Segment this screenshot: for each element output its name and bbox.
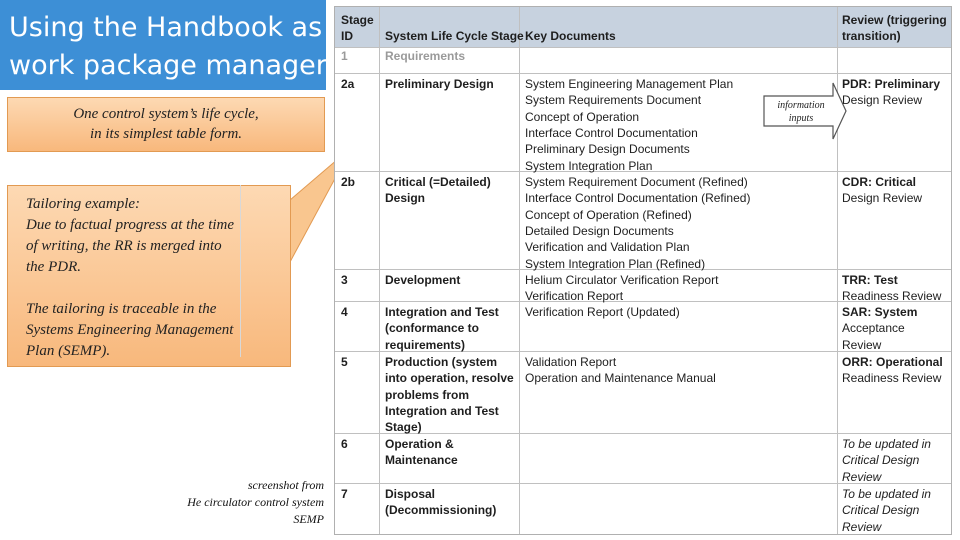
caption-line-1: screenshot from: [247, 478, 324, 492]
tailoring-line: of writing, the RR is merged into: [26, 238, 222, 254]
review-cell: Readiness Review: [842, 371, 942, 386]
stage-id-cell: 2a: [341, 77, 355, 91]
stage-name-cell: Production (system: [385, 355, 498, 369]
stage-name-cell: Development: [385, 273, 461, 287]
review-cell: CDR: Critical: [842, 175, 917, 189]
review-cell: Design Review: [842, 191, 923, 206]
tailoring-line: Due to factual progress at the time: [26, 217, 235, 233]
information-inputs-label: [766, 99, 836, 125]
stage-id-cell: 7: [341, 487, 348, 501]
stage-id-cell: 2b: [341, 175, 356, 189]
life-cycle-table: [334, 6, 952, 535]
review-cell: Readiness Review: [842, 289, 942, 304]
stage-name-cell: Requirements: [385, 49, 466, 63]
review-cell: ORR: Operational: [842, 355, 943, 369]
stage-name-cell: (conformance to: [385, 321, 480, 336]
tailoring-line: Tailoring example:: [26, 196, 141, 212]
review-cell: PDR: Preliminary: [842, 77, 941, 91]
key-document-cell: Operation and Maintenance Manual: [525, 371, 716, 386]
key-document-cell: Verification Report: [525, 289, 624, 304]
stage-id-cell: 5: [341, 355, 348, 369]
key-document-cell: Concept of Operation (Refined): [525, 207, 692, 222]
review-cell: Critical Design: [842, 453, 920, 468]
arrow-label-line-1: information: [777, 100, 825, 111]
stage-name-cell: Maintenance: [385, 453, 458, 468]
slide-title-line-2: work package manager: [9, 50, 327, 81]
review-cell: SAR: System: [842, 305, 918, 319]
header-stage-id: Stage: [341, 13, 374, 27]
arrow-label-line-2: inputs: [788, 113, 814, 124]
caption-line-2: He circulator control system: [187, 495, 324, 509]
tailoring-line: The tailoring is traceable in the: [26, 301, 217, 317]
stage-name-cell: Stage): [385, 420, 422, 435]
tailoring-line: Systems Engineering Management: [26, 322, 234, 338]
key-document-cell: Concept of Operation: [525, 109, 640, 124]
life-cycle-note-line-1: One control system’s life cycle,: [73, 106, 259, 122]
stage-name-cell: problems from: [385, 387, 470, 402]
table-column-divider: [379, 7, 380, 534]
review-cell: To be updated in: [842, 487, 931, 501]
header-review: Review (triggering: [842, 13, 947, 27]
screenshot-caption: [124, 477, 324, 528]
header-review: transition): [842, 29, 901, 44]
key-document-cell: Helium Circulator Verification Report: [525, 273, 719, 287]
slide-title-line-1: Using the Handbook as: [9, 12, 323, 43]
key-document-cell: Verification Report (Updated): [525, 305, 680, 319]
key-document-cell: System Integration Plan: [525, 158, 653, 173]
stage-id-cell: 1: [341, 49, 348, 63]
key-document-cell: System Requirements Document: [525, 93, 702, 108]
key-document-cell: System Integration Plan (Refined): [525, 256, 706, 271]
key-document-cell: Interface Control Documentation: [525, 125, 698, 140]
stage-id-cell: 6: [341, 437, 348, 451]
stage-name-cell: Preliminary Design: [385, 77, 494, 91]
key-document-cell: System Engineering Management Plan: [525, 77, 734, 91]
table-row-divider: [335, 433, 951, 434]
key-document-cell: Preliminary Design Documents: [525, 142, 690, 157]
review-cell: Review: [842, 469, 882, 484]
key-document-cell: Interface Control Documentation (Refined): [525, 191, 751, 206]
tailoring-line: the PDR.: [26, 259, 81, 275]
stage-name-cell: Design: [385, 191, 426, 206]
tailoring-note: [7, 185, 291, 367]
stage-name-cell: requirements): [385, 337, 466, 352]
header-key-documents: Key Documents: [525, 29, 616, 44]
key-document-cell: System Requirement Document (Refined): [525, 175, 748, 189]
review-cell: Critical Design: [842, 503, 920, 518]
stage-id-cell: 4: [341, 305, 348, 319]
stage-name-cell: into operation, resolve: [385, 371, 514, 386]
caption-line-3: SEMP: [293, 512, 324, 526]
table-row-divider: [335, 73, 951, 74]
review-cell: To be updated in: [842, 437, 931, 451]
header-stage-id: ID: [341, 29, 353, 44]
review-cell: Design Review: [842, 93, 923, 108]
stage-name-cell: Integration and Test: [385, 403, 499, 418]
key-document-cell: Detailed Design Documents: [525, 223, 674, 238]
review-cell: Review: [842, 337, 882, 352]
stage-name-cell: Disposal: [385, 487, 436, 501]
tailoring-line: Plan (SEMP).: [26, 343, 111, 359]
stage-name-cell: Integration and Test: [385, 305, 499, 319]
key-document-cell: Validation Report: [525, 355, 617, 369]
note-divider: [240, 185, 241, 357]
key-document-cell: Verification and Validation Plan: [525, 240, 690, 255]
stage-name-cell: Critical (=Detailed): [385, 175, 491, 189]
header-stage: System Life Cycle Stage: [385, 29, 524, 44]
life-cycle-note-line-2: in its simplest table form.: [89, 126, 243, 142]
stage-id-cell: 3: [341, 273, 348, 287]
stage-name-cell: (Decommissioning): [385, 503, 497, 518]
stage-name-cell: Operation &: [385, 437, 454, 451]
review-cell: Acceptance: [842, 321, 905, 336]
review-cell: TRR: Test: [842, 273, 898, 287]
review-cell: Review: [842, 519, 882, 534]
table-column-divider: [519, 7, 520, 534]
